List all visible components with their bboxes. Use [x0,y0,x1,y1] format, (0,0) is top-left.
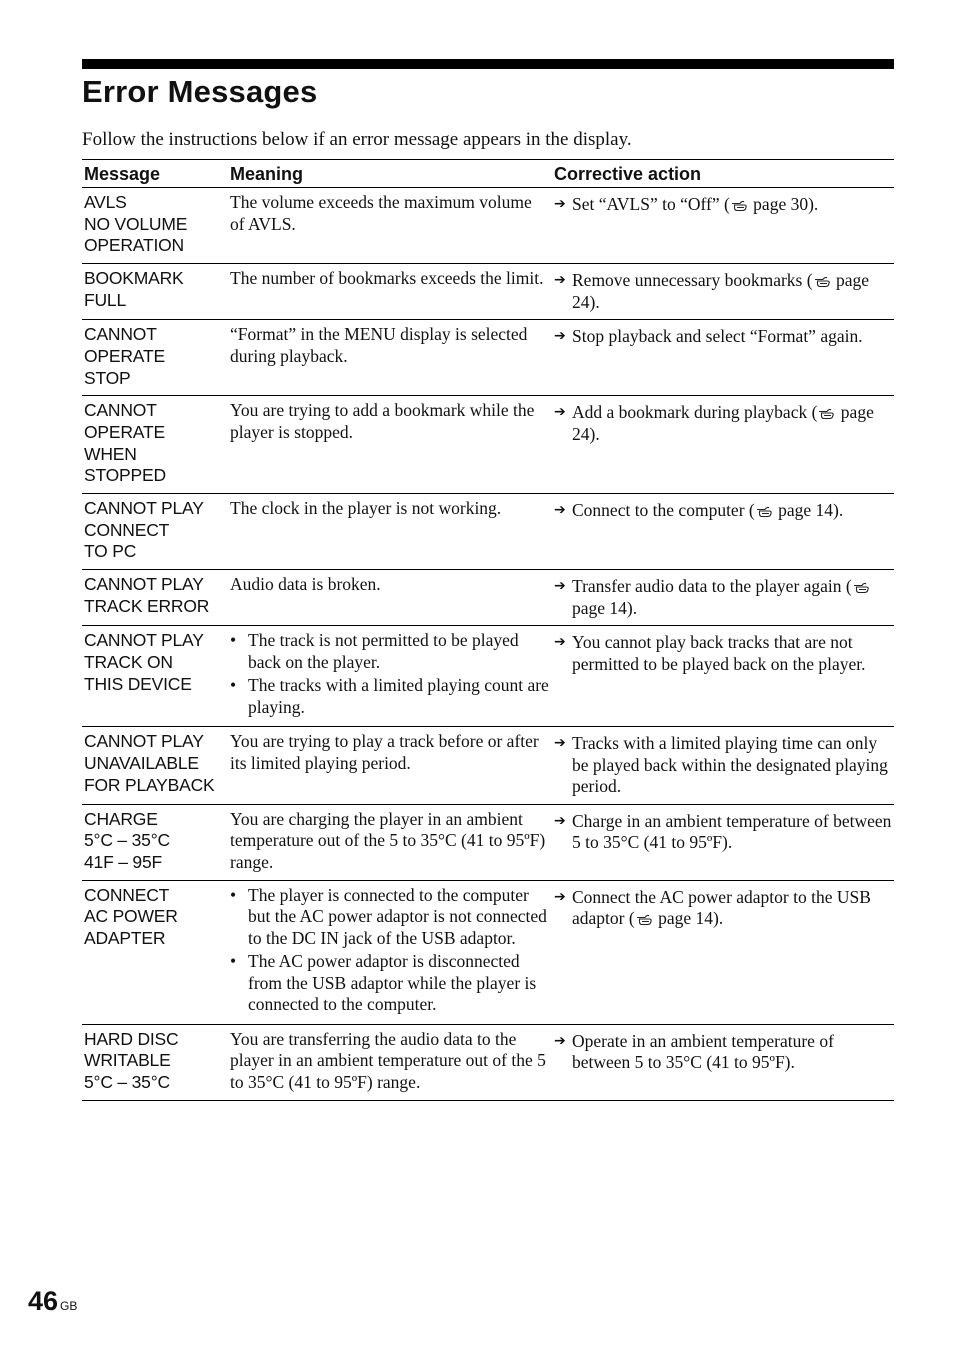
meaning-text: Audio data is broken. [230,574,381,595]
message-cell [82,1024,226,1100]
title-rule [82,59,894,69]
meaning-bullet: • The AC power adaptor is disconnected from the USB adaptor while the player is connected to the computer. [230,951,550,1016]
message-line: BOOKMARK [84,268,184,289]
table-header-row [82,160,894,188]
meaning-cell [226,570,552,626]
arrow-icon: ➔ [554,502,566,519]
action-text: Set “AVLS” to “Off” ( [572,194,730,214]
corrective-action-cell [552,727,894,805]
meaning-bullet: • The tracks with a limited playing count are playing. [230,675,550,718]
corrective-action-cell [552,804,894,880]
corrective-action [554,887,892,930]
corrective-action [554,811,892,854]
message-line: FULL [84,289,126,310]
action-text-end: ). [833,500,844,521]
page-reference: page 24 [572,270,869,312]
message-cell [82,264,226,320]
message-line: CANNOT [84,400,157,421]
table-row [82,1024,894,1100]
table-row [82,320,894,396]
meaning-text: You are trying to play a track before or after its limited playing period. [230,731,539,773]
message-cell [82,320,226,396]
page-number-suffix: GB [60,1299,78,1313]
message-cell [82,727,226,805]
intro-text: Follow the instructions below if an error message appears in the display. [82,129,632,150]
message-line: CANNOT PLAY [84,498,204,519]
arrow-icon: ➔ [554,1032,566,1049]
table-row [82,626,894,727]
message-line: 5°C – 35°C [84,1072,170,1093]
pointing-hand-icon [853,580,870,593]
message-line: 41F – 95F [84,852,162,873]
meaning-cell [226,396,552,494]
meaning-cell [226,188,552,264]
arrow-icon: ➔ [554,404,566,421]
meaning-text: You are transferring the audio data to the player in an ambient temperature out of the 5 to 35°C (41 to 95ºF) range. [230,1028,546,1092]
table-row [82,880,894,1024]
action-text: Connect the AC power adaptor to the USB adaptor ( [572,886,871,929]
message-line: AVLS [84,192,127,212]
arrow-icon: ➔ [554,735,566,752]
message-cell [82,880,226,1024]
page-reference: page 14 [658,908,713,929]
message-line: UNAVAILABLE [84,752,199,773]
action-text: Remove unnecessary bookmarks ( [572,270,813,291]
pointing-hand-icon [636,912,653,925]
table-body [82,188,894,1101]
page-reference: page 14 [572,597,627,618]
message-cell [82,396,226,494]
action-text: Add a bookmark during playback ( [572,402,818,423]
corrective-action-cell [552,1024,894,1100]
meaning-bullet-list [230,885,550,1016]
meaning-bullet: • The player is connected to the computer but the AC power adaptor is not connected to the DC IN jack of the USB adaptor. [230,885,550,950]
corrective-action-cell [552,494,894,570]
message-line: ADAPTER [84,928,166,949]
message-line: TO PC [84,541,137,562]
corrective-action [554,632,892,675]
table-row [82,804,894,880]
corrective-action-cell [552,880,894,1024]
page-number-value: 46 [28,1286,59,1316]
corrective-action [554,194,892,216]
table-row [82,396,894,494]
corrective-action-cell [552,188,894,264]
corrective-action [554,270,892,313]
corrective-action [554,326,892,348]
meaning-text: The volume exceeds the maximum volume of AVLS. [230,192,532,234]
meaning-cell [226,880,552,1024]
action-text: Charge in an ambient temperature of between 5 to 35°C (41 to 95ºF). [572,810,892,853]
corrective-action-cell [552,320,894,396]
meaning-cell [226,320,552,396]
meaning-text: “Format” in the MENU display is selected during playback. [230,324,528,366]
message-line: CANNOT PLAY [84,630,204,651]
action-text-end: ). [712,908,724,929]
message-line: OPERATE [84,421,165,442]
corrective-action-cell [552,396,894,494]
corrective-action [554,500,892,522]
action-text-end: ). [626,597,638,618]
header-message: Message [84,164,161,184]
action-text: Tracks with a limited playing time can only be played back within the designated playing period. [572,733,888,797]
corrective-action-cell [552,570,894,626]
page-reference: page 24 [572,402,874,444]
message-line: TRACK ON [84,651,173,672]
meaning-cell [226,804,552,880]
error-messages-table [82,159,894,1101]
header-action: Corrective action [554,164,702,184]
message-cell [82,188,226,264]
arrow-icon: ➔ [554,812,566,829]
message-cell [82,570,226,626]
message-cell [82,626,226,727]
header-meaning: Meaning [230,164,304,184]
message-cell [82,494,226,570]
arrow-icon: ➔ [554,634,566,651]
action-text: You cannot play back tracks that are not permitted to be played back on the player. [572,632,866,674]
pointing-hand-icon [814,274,831,287]
arrow-icon: ➔ [554,578,566,595]
table-row [82,264,894,320]
corrective-action [554,1031,892,1074]
message-line: 5°C – 35°C [84,830,170,851]
message-line: CANNOT PLAY [84,574,204,595]
corrective-action-cell [552,264,894,320]
message-line: NO VOLUME [84,213,188,234]
meaning-bullet: • The track is not permitted to be played back on the player. [230,630,550,673]
message-line: CANNOT [84,324,157,345]
message-line: CONNECT [84,519,170,540]
message-line: CHARGE [84,808,158,829]
meaning-bullet-list [230,630,550,718]
message-cell [82,804,226,880]
message-line: STOPPED [84,465,166,486]
pointing-hand-icon [818,406,835,419]
meaning-text: You are trying to add a bookmark while the player is stopped. [230,400,535,442]
action-text-end: ). [589,423,600,444]
action-text: Transfer audio data to the player again ( [572,576,852,597]
action-text: Connect to the computer ( [572,500,755,521]
page-number [28,1286,77,1317]
corrective-action [554,576,892,619]
meaning-cell [226,264,552,320]
page-title: Error Messages [82,74,318,109]
message-line: WRITABLE [84,1050,171,1071]
message-line: WHEN [84,443,137,464]
message-line: AC POWER [84,906,178,927]
meaning-cell [226,727,552,805]
page-reference: page 30 [753,194,809,214]
table-row [82,727,894,805]
corrective-action [554,402,892,445]
message-line: OPERATION [84,235,184,256]
arrow-icon: ➔ [554,196,566,212]
arrow-icon: ➔ [554,328,566,345]
action-text: Operate in an ambient temperature of between 5 to 35°C (41 to 95ºF). [572,1030,834,1073]
message-line: FOR PLAYBACK [84,774,215,795]
meaning-text: The number of bookmarks exceeds the limit. [230,268,544,289]
message-line: STOP [84,367,131,388]
corrective-action [554,733,892,798]
message-line: CONNECT [84,884,170,905]
meaning-cell [226,1024,552,1100]
corrective-action-cell [552,626,894,727]
message-line: CANNOT PLAY [84,731,204,752]
table-row [82,570,894,626]
meaning-text: You are charging the player in an ambient temperature out of the 5 to 35°C (41 to 95ºF) range. [230,808,546,872]
message-line: OPERATE [84,345,165,366]
message-line: HARD DISC [84,1028,179,1049]
meaning-cell [226,626,552,727]
table-row [82,188,894,264]
meaning-text: The clock in the player is not working. [230,498,502,519]
arrow-icon: ➔ [554,888,566,905]
meaning-cell [226,494,552,570]
pointing-hand-icon [756,504,773,517]
message-line: TRACK ERROR [84,595,210,616]
action-text: Stop playback and select “Format” again. [572,326,863,347]
arrow-icon: ➔ [554,272,566,289]
pointing-hand-icon [731,198,748,211]
action-text-end: ). [808,194,819,214]
message-line: THIS DEVICE [84,673,192,694]
page-reference: page 14 [778,500,834,521]
action-text-end: ). [589,291,600,312]
table-row [82,494,894,570]
